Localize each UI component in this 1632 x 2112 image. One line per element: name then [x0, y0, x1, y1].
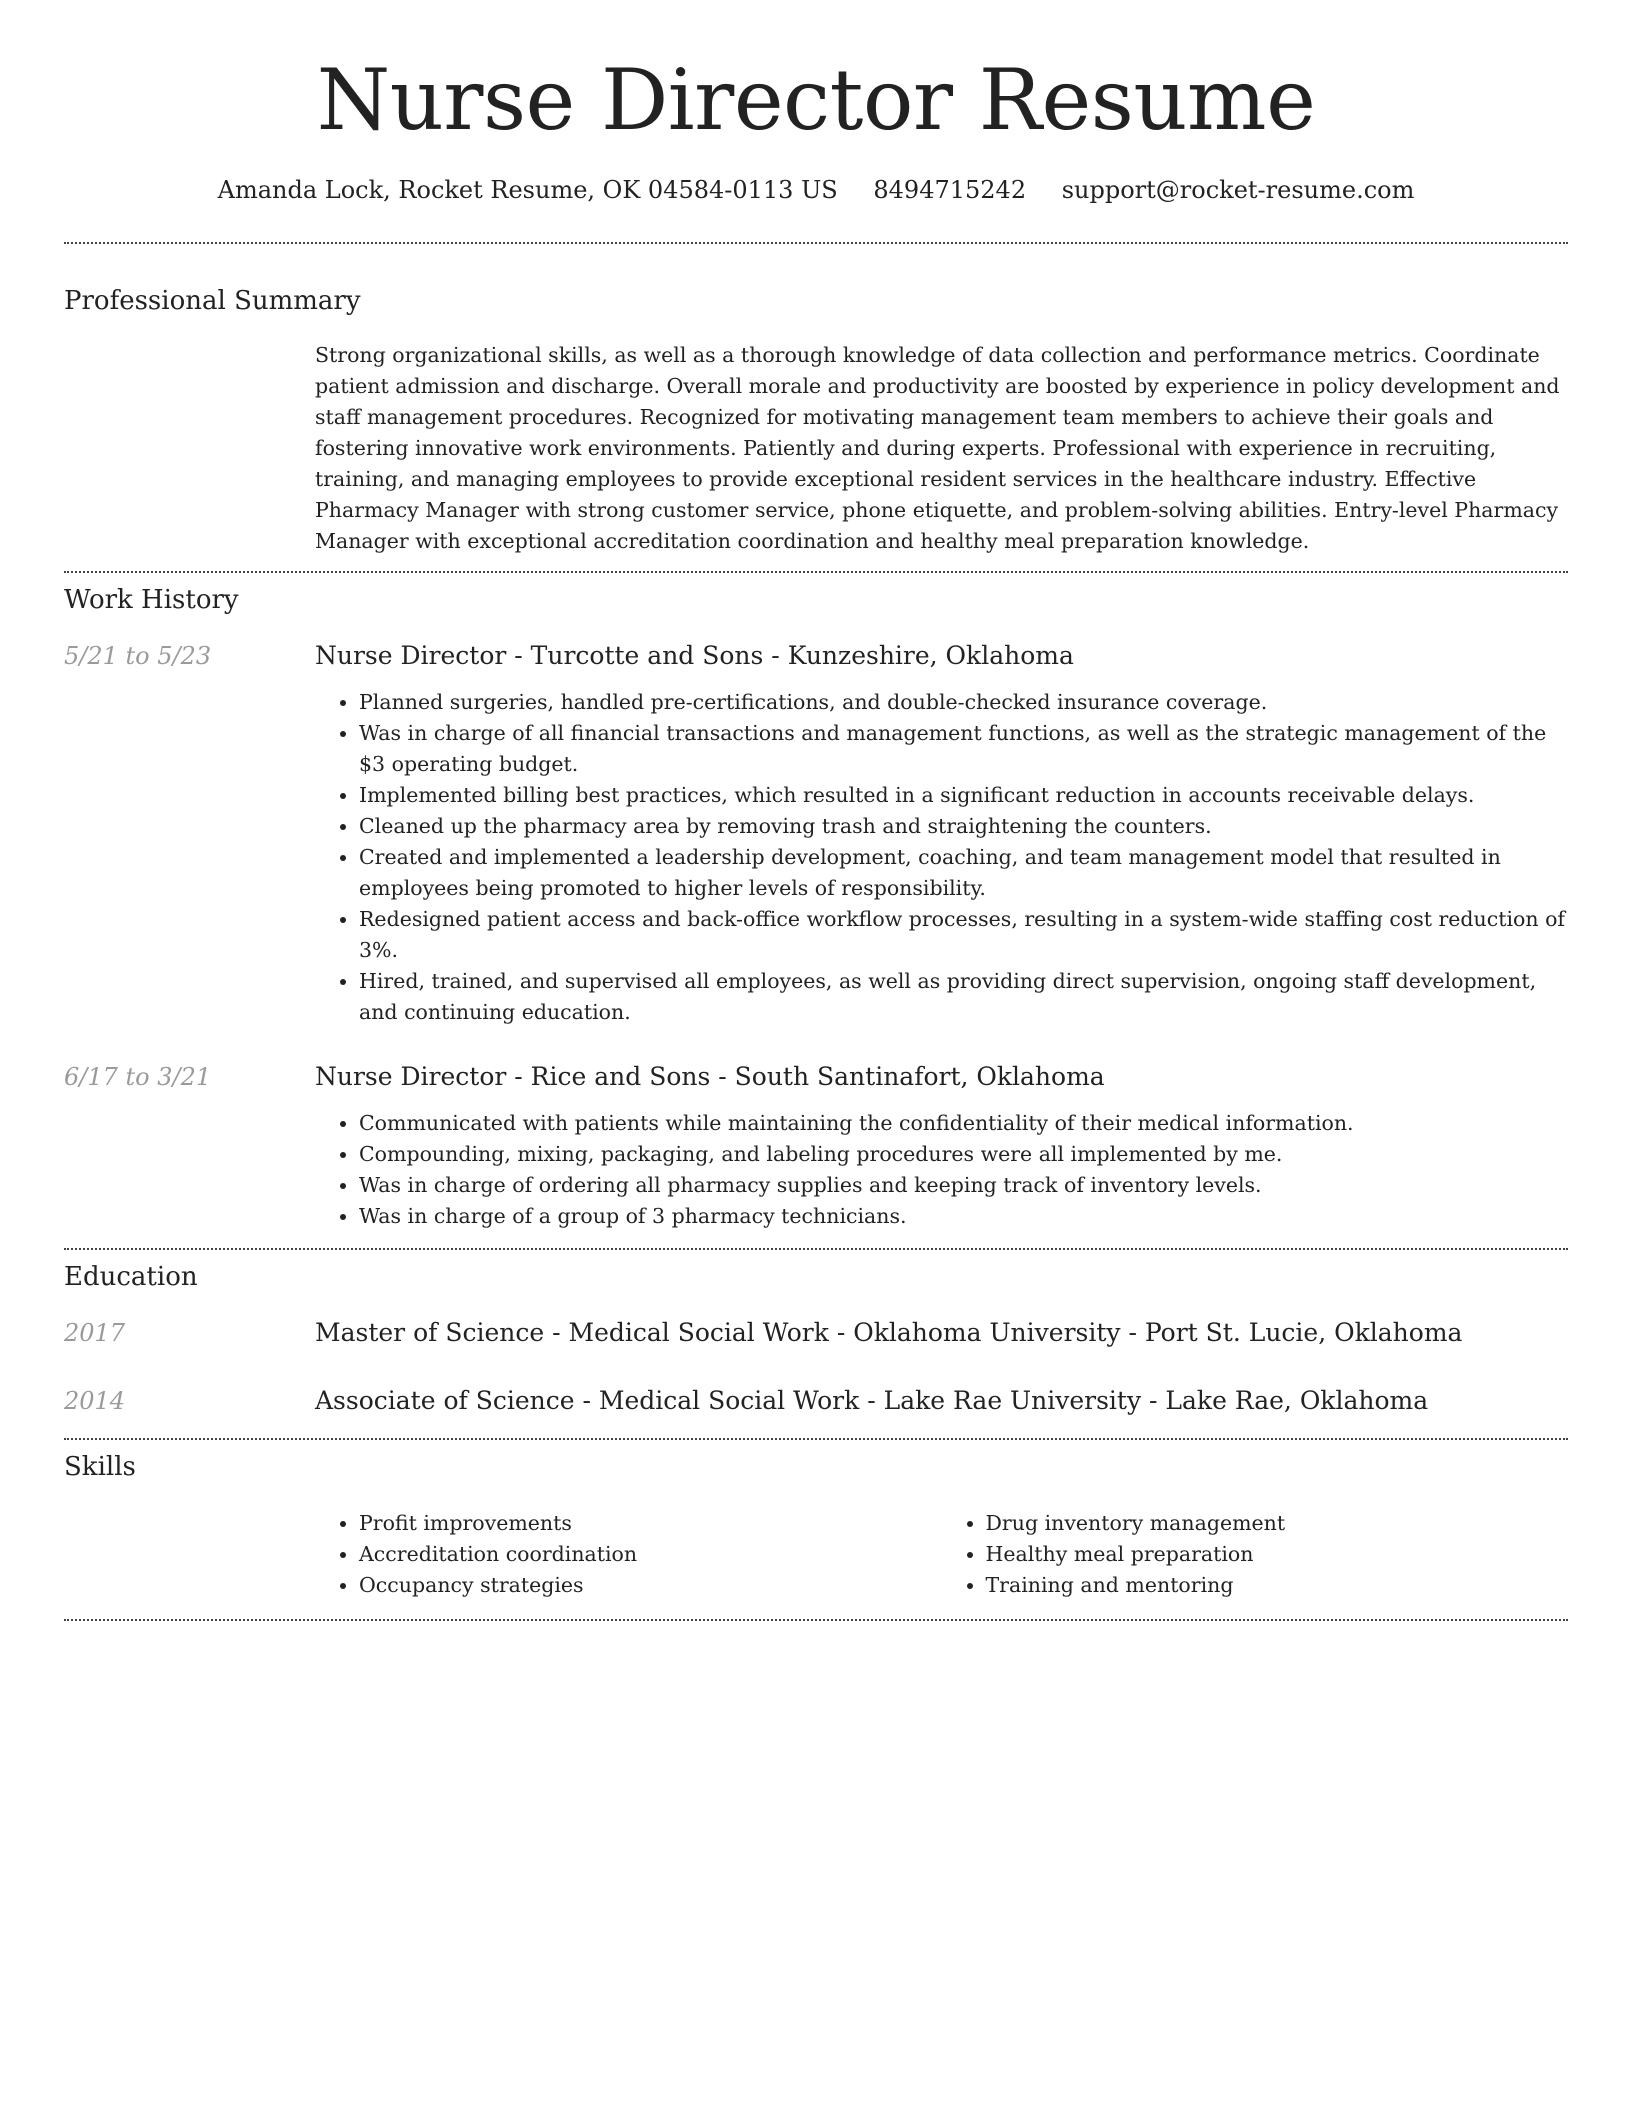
resume-page — [64, 0, 1568, 1621]
summary-section — [64, 286, 1568, 557]
job-duty-item: • Planned surgeries, handled pre-certifications, and double-checked insurance coverage. — [359, 687, 1568, 718]
education-section — [64, 1262, 1568, 1416]
skills-list-right — [942, 1508, 1569, 1601]
job-duty-item: • Communicated with patients while maintaining the confidentiality of their medical information. — [359, 1108, 1568, 1139]
divider — [64, 1438, 1568, 1440]
job-duty-item: • Was in charge of a group of 3 pharmacy technicians. — [359, 1201, 1568, 1232]
summary-heading: Professional Summary — [64, 286, 361, 316]
job-duty-item: • Compounding, mixing, packaging, and labeling procedures were all implemented by me. — [359, 1139, 1568, 1170]
education-year: 2014 — [64, 1387, 126, 1415]
summary-text: Strong organizational skills, as well as a thorough knowledge of data collection and performance metrics. Coordinate patient admission and discharge. Overall morale and productivity are boosted by experience in policy development and staff management procedures. Recognized for motivating management team members to achieve their goals and fostering innovative work environments. Patiently and during experts. Professional with experience in recruiting, training, and managing employees to provide exceptional resident services in the healthcare industry. Effective Pharmacy Manager with strong customer service, phone etiquette, and problem-solving abilities. Entry-level Pharmacy Manager with exceptional accreditation coordination and healthy meal preparation knowledge. — [315, 343, 1560, 553]
skill-item: • Healthy meal preparation — [986, 1539, 1569, 1570]
divider — [64, 242, 1568, 244]
job-duty-item: • Hired, trained, and supervised all employees, as well as providing direct supervision, ongoing staff development, and continuing education. — [359, 966, 1568, 1028]
education-year: 2017 — [64, 1319, 126, 1347]
job-duty-item: • Redesigned patient access and back-office workflow processes, resulting in a system-wide staffing cost reduction of 3%. — [359, 904, 1568, 966]
job-duty-item: • Was in charge of all financial transactions and management functions, as well as the strategic management of the $3 operating budget. — [359, 718, 1568, 780]
education-degree: Master of Science - Medical Social Work - Oklahoma University - Port St. Lucie, Oklahoma — [315, 1318, 1463, 1347]
skill-item: • Drug inventory management — [986, 1508, 1569, 1539]
divider — [64, 1248, 1568, 1250]
job-dates: 6/17 to 3/21 — [64, 1063, 212, 1091]
work-history-section — [64, 585, 1568, 1232]
skills-section — [64, 1452, 1568, 1601]
contact-email: support@rocket-resume.com — [1061, 176, 1415, 204]
divider — [64, 1619, 1568, 1621]
job-entry — [64, 641, 1568, 1028]
job-duty-item: • Implemented billing best practices, which resulted in a significant reduction in accounts receivable delays. — [359, 780, 1568, 811]
work-history-heading: Work History — [64, 585, 239, 615]
job-duties-list — [315, 687, 1568, 1028]
education-heading: Education — [64, 1262, 198, 1292]
contact-line — [64, 176, 1568, 206]
education-degree: Associate of Science - Medical Social Work - Lake Rae University - Lake Rae, Oklahoma — [315, 1386, 1429, 1415]
divider — [64, 571, 1568, 573]
education-entry — [64, 1386, 1568, 1416]
skill-item: • Occupancy strategies — [359, 1570, 942, 1601]
contact-phone: 8494715242 — [873, 176, 1027, 204]
job-duty-item: • Cleaned up the pharmacy area by removing trash and straightening the counters. — [359, 811, 1568, 842]
job-duty-item: • Created and implemented a leadership development, coaching, and team management model that resulted in employees being promoted to higher levels of responsibility. — [359, 842, 1568, 904]
skills-heading: Skills — [64, 1452, 136, 1482]
job-entry — [64, 1062, 1568, 1232]
resume-title: Nurse Director Resume — [316, 51, 1316, 149]
skill-item: • Profit improvements — [359, 1508, 942, 1539]
skill-item: • Training and mentoring — [986, 1570, 1569, 1601]
education-entry — [64, 1318, 1568, 1348]
contact-address: Amanda Lock, Rocket Resume, OK 04584-0113 US — [217, 176, 838, 204]
skills-list-left — [315, 1508, 942, 1601]
job-duty-item: • Was in charge of ordering all pharmacy supplies and keeping track of inventory levels. — [359, 1170, 1568, 1201]
job-title: Nurse Director - Rice and Sons - South Santinafort, Oklahoma — [315, 1062, 1105, 1091]
job-dates: 5/21 to 5/23 — [64, 642, 212, 670]
job-duties-list — [315, 1108, 1568, 1232]
skill-item: • Accreditation coordination — [359, 1539, 942, 1570]
job-title: Nurse Director - Turcotte and Sons - Kunzeshire, Oklahoma — [315, 641, 1074, 670]
